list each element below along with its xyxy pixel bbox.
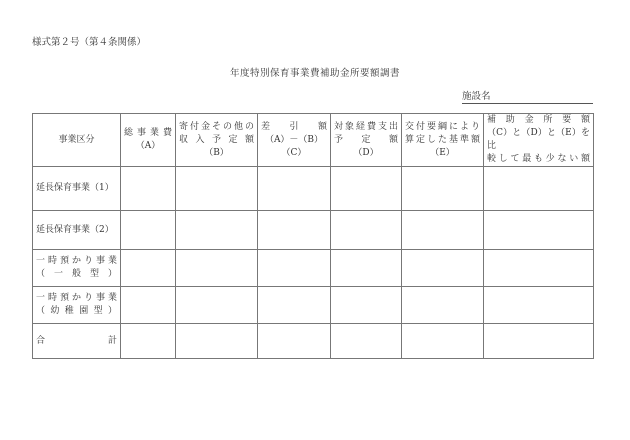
table-header-row xyxy=(33,114,594,167)
row-label: 合 計 xyxy=(33,324,121,359)
table-row xyxy=(33,250,594,287)
row-label: 一時預かり事業 （一般型） xyxy=(33,250,121,287)
budget-table xyxy=(32,113,594,359)
header-difference: 差 引 額 （A）－（B） （C） xyxy=(258,114,331,167)
cell[interactable] xyxy=(402,287,484,324)
cell[interactable] xyxy=(484,287,594,324)
cell[interactable] xyxy=(484,211,594,250)
cell[interactable] xyxy=(121,324,176,359)
document-title: 年度特別保育事業費補助金所要額調書 xyxy=(229,68,400,79)
facility-name-field[interactable] xyxy=(462,88,593,104)
header-category: 事業区分 xyxy=(33,114,121,167)
cell[interactable] xyxy=(402,250,484,287)
cell[interactable] xyxy=(331,324,402,359)
cell[interactable] xyxy=(258,287,331,324)
table-row-total xyxy=(33,324,594,359)
cell[interactable] xyxy=(176,211,258,250)
cell[interactable] xyxy=(484,167,594,211)
facility-name-label: 施設名 xyxy=(462,91,491,102)
cell[interactable] xyxy=(176,167,258,211)
cell[interactable] xyxy=(484,324,594,359)
row-label: 延長保育事業（2） xyxy=(33,211,121,250)
cell[interactable] xyxy=(176,287,258,324)
cell[interactable] xyxy=(331,211,402,250)
cell[interactable] xyxy=(258,211,331,250)
cell[interactable] xyxy=(402,167,484,211)
cell[interactable] xyxy=(402,211,484,250)
cell[interactable] xyxy=(121,250,176,287)
table-row xyxy=(33,167,594,211)
row-label: 一時預かり事業 （幼稚園型） xyxy=(33,287,121,324)
cell[interactable] xyxy=(258,167,331,211)
cell[interactable] xyxy=(121,287,176,324)
cell[interactable] xyxy=(484,250,594,287)
cell[interactable] xyxy=(176,250,258,287)
cell[interactable] xyxy=(402,324,484,359)
cell[interactable] xyxy=(331,287,402,324)
cell[interactable] xyxy=(331,167,402,211)
header-standard-amount: 交付要綱により 算定した基準額 （E） xyxy=(402,114,484,167)
cell[interactable] xyxy=(258,250,331,287)
table-row xyxy=(33,287,594,324)
header-total-cost: 総事業費 （A） xyxy=(121,114,176,167)
table-row xyxy=(33,211,594,250)
cell[interactable] xyxy=(121,167,176,211)
header-eligible-expense: 対象経費支出 予 定 額 （D） xyxy=(331,114,402,167)
header-required-subsidy: 補助金所要額 （C）と（D）と（E）を比 較して最も少ない額 xyxy=(484,114,594,167)
cell[interactable] xyxy=(121,211,176,250)
cell[interactable] xyxy=(176,324,258,359)
row-label: 延長保育事業（1） xyxy=(33,167,121,211)
form-number: 様式第２号（第４条関係） xyxy=(32,37,147,48)
cell[interactable] xyxy=(258,324,331,359)
cell[interactable] xyxy=(331,250,402,287)
header-donations: 寄付金その他の 収入予定額 （B） xyxy=(176,114,258,167)
